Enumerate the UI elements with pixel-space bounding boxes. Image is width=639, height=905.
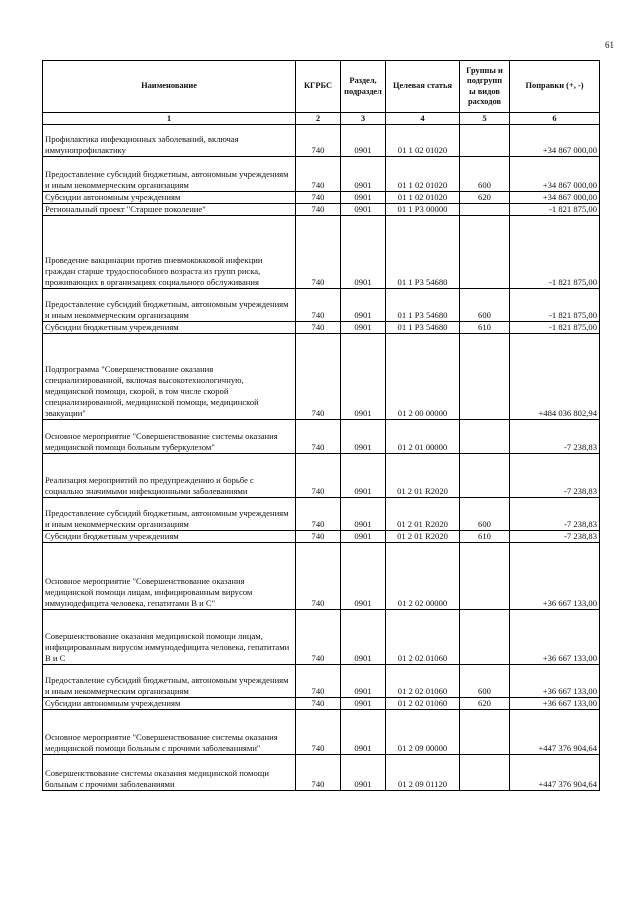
row-expense-group-cell [460, 610, 510, 665]
table-row [43, 543, 600, 610]
table-body [43, 125, 600, 791]
table-row [43, 420, 600, 454]
row-kgrbs-cell: 740 [296, 755, 341, 791]
row-target-article-cell: 01 1 P3 54680 [386, 289, 460, 322]
row-target-article-cell: 01 2 09 01120 [386, 755, 460, 791]
row-target-article-cell: 01 2 00 00000 [386, 334, 460, 420]
row-name-cell: Реализация мероприятий по предупреждению и борьбе с социально значимыми инфекционными заболеваниями [43, 454, 296, 498]
row-section-cell: 0901 [341, 610, 386, 665]
row-name-cell: Основное мероприятие "Совершенствование системы оказания медицинской помощи больным туберкулезом" [43, 420, 296, 454]
row-name-cell: Основное мероприятие "Совершенствование оказания медицинской помощи лицам, инфицированным вирусом иммунодефицита человека, гепатитами В и С" [43, 543, 296, 610]
row-name-cell: Субсидии автономным учреждениям [43, 192, 296, 204]
row-target-article-cell: 01 2 01 R2020 [386, 531, 460, 543]
table-row [43, 334, 600, 420]
table-row [43, 498, 600, 531]
row-section-cell: 0901 [341, 454, 386, 498]
row-amendment-amount-cell: -1 821 875,00 [510, 322, 600, 334]
row-kgrbs-cell: 740 [296, 665, 341, 698]
column-number: 6 [510, 113, 600, 125]
row-target-article-cell: 01 2 02 01060 [386, 698, 460, 710]
row-amendment-amount-cell: -1 821 875,00 [510, 216, 600, 289]
row-kgrbs-cell: 740 [296, 543, 341, 610]
row-section-cell: 0901 [341, 216, 386, 289]
column-number: 2 [296, 113, 341, 125]
row-kgrbs-cell: 740 [296, 531, 341, 543]
row-target-article-cell: 01 2 01 00000 [386, 420, 460, 454]
table-row [43, 531, 600, 543]
table-row [43, 610, 600, 665]
row-expense-group-cell: 610 [460, 531, 510, 543]
row-expense-group-cell [460, 710, 510, 755]
row-expense-group-cell: 610 [460, 322, 510, 334]
row-target-article-cell: 01 2 01 R2020 [386, 498, 460, 531]
header-expense-groups: Группы и подгрупп ы видов расходов [460, 61, 510, 113]
row-name-cell: Предоставление субсидий бюджетным, автономным учреждениям и иным некоммерческим организациям [43, 665, 296, 698]
row-expense-group-cell: 600 [460, 498, 510, 531]
header-kgrbs: КГРБС [296, 61, 341, 113]
row-kgrbs-cell: 740 [296, 216, 341, 289]
row-amendment-amount-cell: +484 036 802,94 [510, 334, 600, 420]
row-target-article-cell: 01 2 02 01060 [386, 610, 460, 665]
row-kgrbs-cell: 740 [296, 334, 341, 420]
column-number: 5 [460, 113, 510, 125]
table-row [43, 322, 600, 334]
table-row [43, 125, 600, 157]
row-kgrbs-cell: 740 [296, 420, 341, 454]
row-section-cell: 0901 [341, 322, 386, 334]
table-row [43, 710, 600, 755]
row-section-cell: 0901 [341, 157, 386, 192]
table-row [43, 454, 600, 498]
row-amendment-amount-cell: +36 667 133,00 [510, 698, 600, 710]
row-name-cell: Подпрограмма "Совершенствование оказания специализированной, включая высокотехнологичную, медицинской помощи, скорой, в том числе скорой специализированной, медицинской помощи, медицинской эвакуации" [43, 334, 296, 420]
row-kgrbs-cell: 740 [296, 125, 341, 157]
row-amendment-amount-cell: -7 238,83 [510, 498, 600, 531]
row-kgrbs-cell: 740 [296, 498, 341, 531]
row-section-cell: 0901 [341, 204, 386, 216]
row-section-cell: 0901 [341, 334, 386, 420]
row-target-article-cell: 01 1 P3 54680 [386, 216, 460, 289]
row-name-cell: Предоставление субсидий бюджетным, автономным учреждениям и иным некоммерческим организациям [43, 289, 296, 322]
table-row [43, 157, 600, 192]
table-row [43, 665, 600, 698]
row-name-cell: Предоставление субсидий бюджетным, автономным учреждениям и иным некоммерческим организациям [43, 157, 296, 192]
row-kgrbs-cell: 740 [296, 192, 341, 204]
row-expense-group-cell [460, 125, 510, 157]
row-target-article-cell: 01 1 P3 00000 [386, 204, 460, 216]
row-name-cell: Субсидии автономным учреждениям [43, 698, 296, 710]
row-name-cell: Совершенствование системы оказания медицинской помощи больным с прочими заболеваниями [43, 755, 296, 791]
row-target-article-cell: 01 2 02 01060 [386, 665, 460, 698]
row-section-cell: 0901 [341, 543, 386, 610]
budget-amendments-table [42, 60, 600, 791]
row-expense-group-cell [460, 454, 510, 498]
row-section-cell: 0901 [341, 498, 386, 531]
row-amendment-amount-cell: -7 238,83 [510, 531, 600, 543]
table-row [43, 204, 600, 216]
row-expense-group-cell: 620 [460, 698, 510, 710]
row-name-cell: Профилактика инфекционных заболеваний, включая иммунопрофилактику [43, 125, 296, 157]
column-number-row [43, 113, 600, 125]
row-name-cell: Проведение вакцинации против пневмококковой инфекции граждан старше трудоспособного возраста из групп риска, проживающих в организациях социального обслуживания [43, 216, 296, 289]
row-target-article-cell: 01 2 01 R2020 [386, 454, 460, 498]
row-section-cell: 0901 [341, 665, 386, 698]
row-kgrbs-cell: 740 [296, 454, 341, 498]
row-target-article-cell: 01 2 02 00000 [386, 543, 460, 610]
row-expense-group-cell [460, 420, 510, 454]
row-section-cell: 0901 [341, 420, 386, 454]
column-number: 3 [341, 113, 386, 125]
header-section: Раздел, подраздел [341, 61, 386, 113]
row-amendment-amount-cell: +34 867 000,00 [510, 125, 600, 157]
table-row [43, 216, 600, 289]
row-amendment-amount-cell: +34 867 000,00 [510, 192, 600, 204]
table-row [43, 755, 600, 791]
row-expense-group-cell: 600 [460, 289, 510, 322]
column-number: 4 [386, 113, 460, 125]
table-row [43, 192, 600, 204]
row-name-cell: Предоставление субсидий бюджетным, автономным учреждениям и иным некоммерческим организациям [43, 498, 296, 531]
row-target-article-cell: 01 1 02 01020 [386, 157, 460, 192]
row-amendment-amount-cell: +447 376 904,64 [510, 710, 600, 755]
row-target-article-cell: 01 1 P3 54680 [386, 322, 460, 334]
row-kgrbs-cell: 740 [296, 204, 341, 216]
row-target-article-cell: 01 2 09 00000 [386, 710, 460, 755]
row-amendment-amount-cell: +36 667 133,00 [510, 665, 600, 698]
row-kgrbs-cell: 740 [296, 289, 341, 322]
row-name-cell: Основное мероприятие "Совершенствование системы оказания медицинской помощи больным с прочими заболеваниями" [43, 710, 296, 755]
row-section-cell: 0901 [341, 125, 386, 157]
row-section-cell: 0901 [341, 192, 386, 204]
row-expense-group-cell [460, 543, 510, 610]
row-amendment-amount-cell: +447 376 904,64 [510, 755, 600, 791]
row-amendment-amount-cell: +34 867 000,00 [510, 157, 600, 192]
row-section-cell: 0901 [341, 710, 386, 755]
row-section-cell: 0901 [341, 698, 386, 710]
row-kgrbs-cell: 740 [296, 157, 341, 192]
table-row [43, 698, 600, 710]
row-amendment-amount-cell: +36 667 133,00 [510, 610, 600, 665]
row-section-cell: 0901 [341, 289, 386, 322]
row-target-article-cell: 01 1 02 01020 [386, 192, 460, 204]
table-header-row [43, 61, 600, 113]
table-row [43, 289, 600, 322]
header-name: Наименование [43, 61, 296, 113]
column-number: 1 [43, 113, 296, 125]
page-number: 61 [605, 40, 614, 50]
row-expense-group-cell [460, 755, 510, 791]
row-amendment-amount-cell: -1 821 875,00 [510, 289, 600, 322]
row-target-article-cell: 01 1 02 01020 [386, 125, 460, 157]
row-kgrbs-cell: 740 [296, 322, 341, 334]
row-name-cell: Совершенствование оказания медицинской помощи лицам, инфицированным вирусом иммунодефицита человека, гепатитами В и С [43, 610, 296, 665]
row-amendment-amount-cell: -7 238,83 [510, 420, 600, 454]
row-amendment-amount-cell: -1 821 875,00 [510, 204, 600, 216]
row-expense-group-cell: 600 [460, 157, 510, 192]
row-kgrbs-cell: 740 [296, 710, 341, 755]
row-amendment-amount-cell: -7 238,83 [510, 454, 600, 498]
row-kgrbs-cell: 740 [296, 698, 341, 710]
row-expense-group-cell [460, 216, 510, 289]
row-name-cell: Региональный проект "Старшее поколение" [43, 204, 296, 216]
row-expense-group-cell [460, 204, 510, 216]
row-name-cell: Субсидии бюджетным учреждениям [43, 531, 296, 543]
header-target-article: Целевая статья [386, 61, 460, 113]
row-section-cell: 0901 [341, 531, 386, 543]
row-section-cell: 0901 [341, 755, 386, 791]
row-kgrbs-cell: 740 [296, 610, 341, 665]
row-expense-group-cell: 620 [460, 192, 510, 204]
row-expense-group-cell [460, 334, 510, 420]
row-name-cell: Субсидии бюджетным учреждениям [43, 322, 296, 334]
header-amendments: Поправки (+, -) [510, 61, 600, 113]
row-expense-group-cell: 600 [460, 665, 510, 698]
row-amendment-amount-cell: +36 667 133,00 [510, 543, 600, 610]
